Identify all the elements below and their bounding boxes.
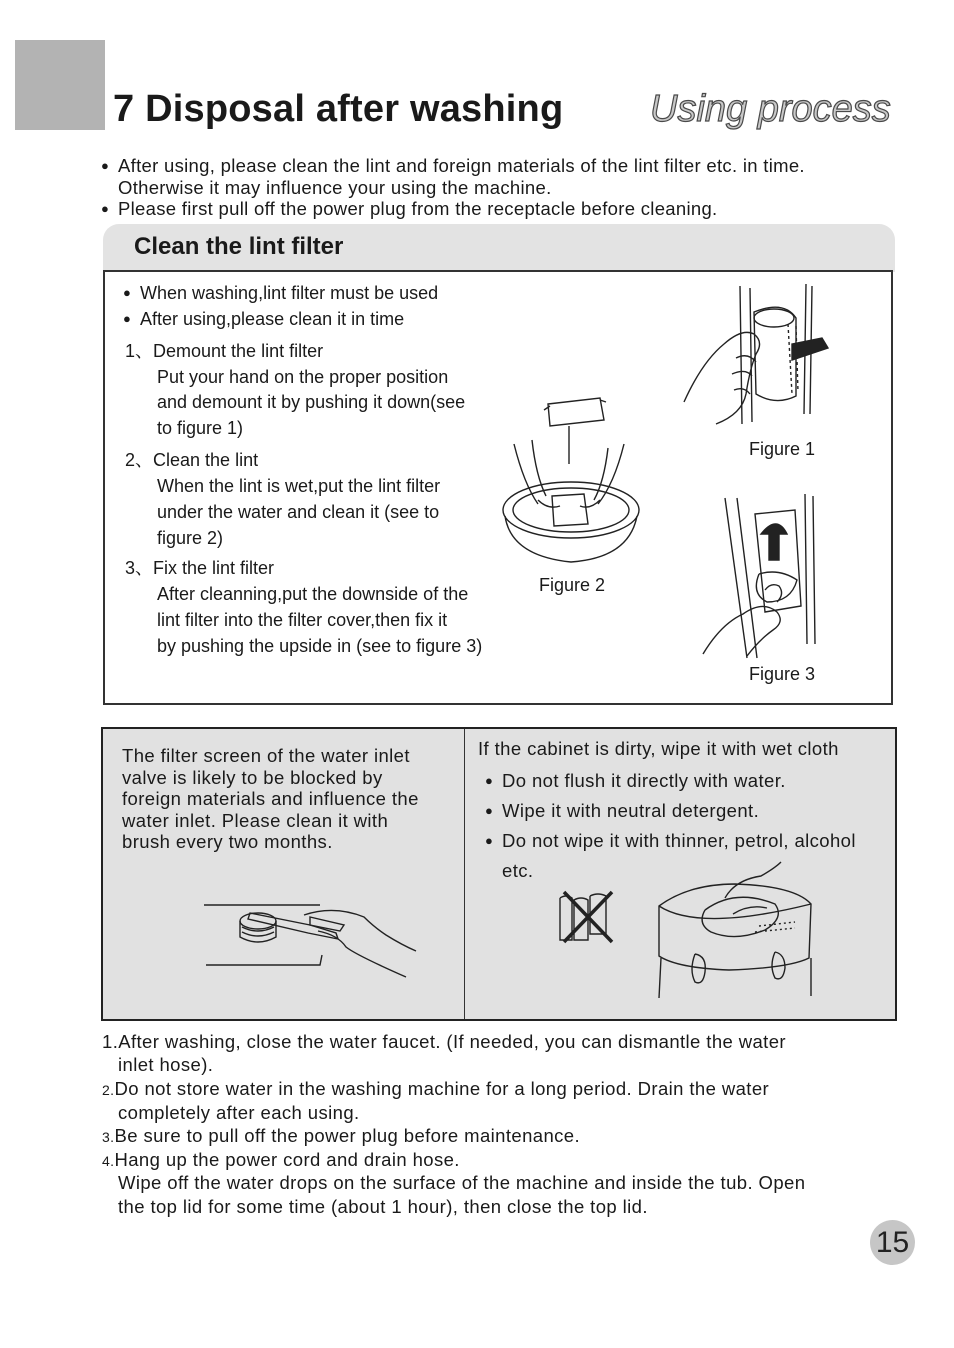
note-4 (102, 1148, 460, 1174)
step-heading: 3、Fix the lint filter (125, 558, 275, 578)
filter-text-line: brush every two months. (122, 831, 333, 852)
note-number: 4. (102, 1153, 115, 1169)
inlet-filter-brush-illustration (200, 895, 425, 985)
intro-bullet-1-cont: Otherwise it may influence your using the machine. (118, 177, 552, 198)
note-2-cont: completely after each using. (118, 1102, 360, 1123)
intro-bullet-2: ● Please first pull off the power plug from the receptacle before cleaning. (118, 198, 718, 220)
note-text: Hang up the power cord and drain hose. (114, 1149, 460, 1170)
step-heading: 1、Demount the lint filter (125, 341, 324, 361)
step-line: lint filter into the filter cover,then fix it (157, 610, 448, 630)
step-line: After cleanning,put the downside of the (157, 584, 469, 604)
step-line: Put your hand on the proper position (157, 367, 449, 387)
no-solvents-icon (554, 888, 624, 948)
section-title: Clean the lint filter (134, 233, 344, 260)
page-title: 7 Disposal after washing (113, 88, 564, 130)
step-line: to figure 1) (157, 418, 244, 438)
cabinet-bullet: ● Do not flush it directly with water. (502, 770, 786, 792)
step-heading: 2、Clean the lint (125, 450, 259, 470)
step-line: figure 2) (157, 528, 224, 548)
note-number: 3. (102, 1129, 115, 1145)
note-text: After washing, close the water faucet. (If needed, you can dismantle the water (118, 1031, 786, 1052)
figure-2-illustration (500, 392, 645, 567)
figure-3-label: Figure 3 (749, 664, 816, 684)
intro-bullet-1: ● After using, please clean the lint and foreign materials of the lint filter etc. in time. (118, 155, 805, 177)
cabinet-bullet: ● Wipe it with neutral detergent. (502, 800, 759, 822)
cabinet-bullet-cont: etc. (502, 860, 534, 881)
lint-bullet: ● When washing,lint filter must be used (140, 280, 438, 306)
maintenance-divider (464, 729, 465, 1019)
figure-1-label: Figure 1 (749, 439, 816, 459)
header-gray-block (15, 40, 105, 130)
filter-text-line: water inlet. Please clean it with (122, 810, 389, 831)
page-number: 15 (870, 1220, 915, 1265)
cabinet-bullet: ● Do not wipe it with thinner, petrol, alcohol (502, 830, 856, 852)
note-1 (102, 1030, 786, 1054)
note-4-cont: the top lid for some time (about 1 hour), then close the top lid. (118, 1196, 648, 1217)
cabinet-title: If the cabinet is dirty, wipe it with wet cloth (478, 738, 839, 759)
figure-1-illustration (680, 284, 830, 434)
figure-3-illustration (695, 494, 845, 664)
note-number: 2. (102, 1082, 115, 1098)
note-4-cont: Wipe off the water drops on the surface of the machine and inside the tub. Open (118, 1172, 806, 1193)
filter-text-line: valve is likely to be blocked by (122, 767, 383, 788)
step-line: and demount it by pushing it down(see (157, 392, 466, 412)
washing-machine-wipe-illustration (655, 862, 815, 1000)
note-2 (102, 1077, 769, 1103)
step-line: When the lint is wet,put the lint filter (157, 476, 441, 496)
note-text: Be sure to pull off the power plug before maintenance. (114, 1125, 581, 1146)
note-text: Do not store water in the washing machine for a long period. Drain the water (114, 1078, 770, 1099)
note-number: 1. (102, 1031, 119, 1052)
filter-text-line: foreign materials and influence the (122, 788, 419, 809)
step-line: under the water and clean it (see to (157, 502, 440, 522)
lint-bullet: ● After using,please clean it in time (140, 306, 404, 332)
figure-2-label: Figure 2 (539, 575, 606, 595)
note-1-cont: inlet hose). (118, 1054, 214, 1075)
filter-text-line: The filter screen of the water inlet (122, 745, 410, 766)
section-name: Using process (650, 88, 891, 130)
step-line: by pushing the upside in (see to figure 3) (157, 636, 483, 656)
note-3 (102, 1124, 580, 1150)
